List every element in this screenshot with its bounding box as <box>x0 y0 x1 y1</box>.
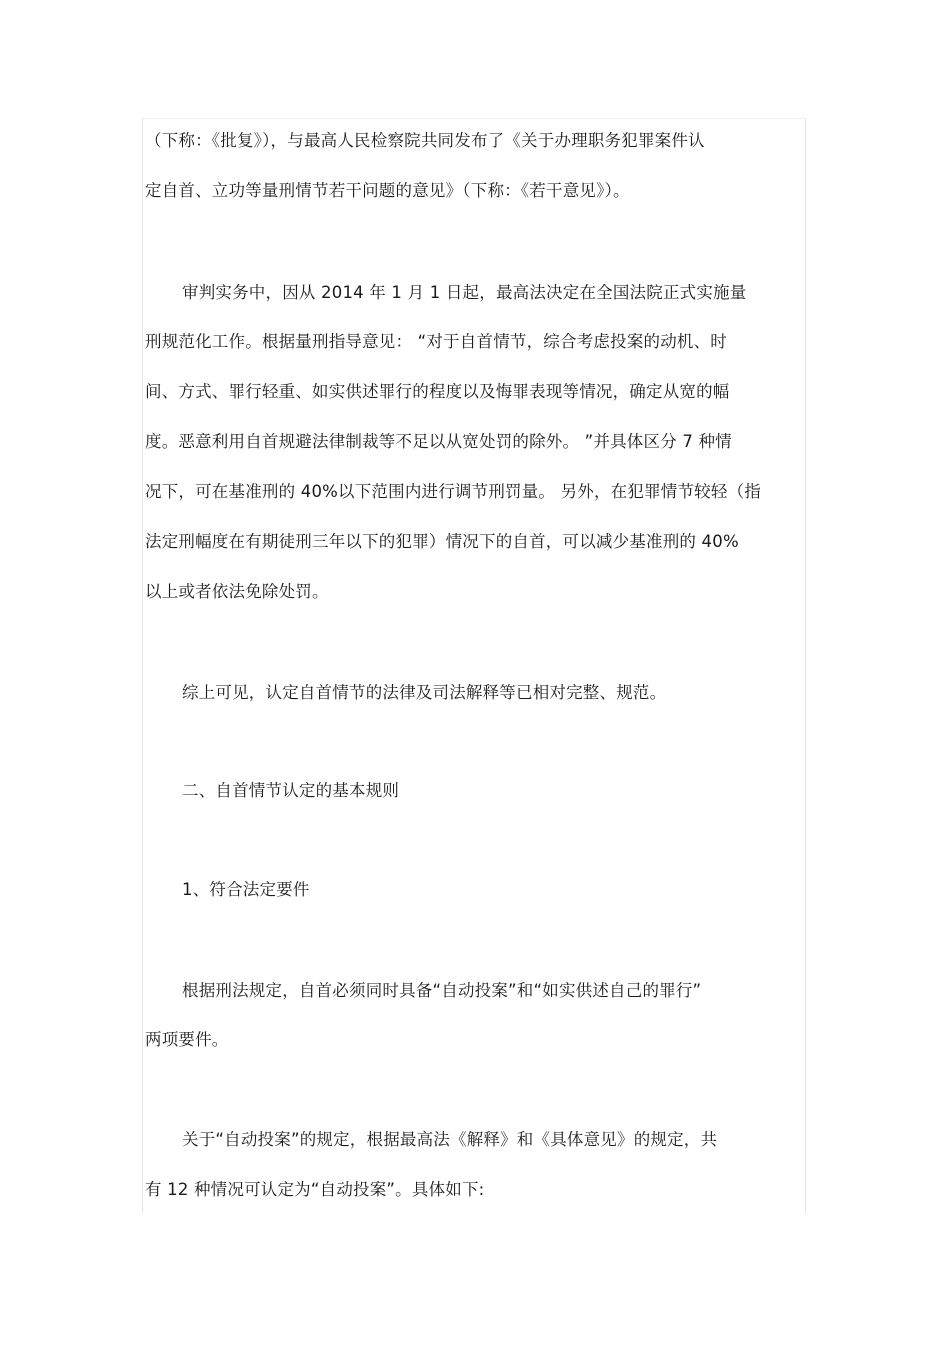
text-line: 两项要件。 <box>145 1030 229 1049</box>
text-line: 定自首、立功等量刑情节若干问题的意见》（下称：《若干意见》）。 <box>145 181 630 200</box>
subsection-heading: 1、符合法定要件 <box>182 880 310 899</box>
text-line: （下称：《批复》），与最高人民检察院共同发布了《关于办理职务犯罪案件认 <box>145 131 705 150</box>
text-line: 刑规范化工作。根据量刑指导意见： “对于自首情节，综合考虑投案的动机、时 <box>145 332 727 351</box>
section-heading: 二、自首情节认定的基本规则 <box>182 781 400 800</box>
paragraph-start: 综上可见，认定自首情节的法律及司法解释等已相对完整、规范。 <box>182 683 667 702</box>
text-line: 法定刑幅度在有期徒刑三年以下的犯罪）情况下的自首，可以减少基准刑的 40% <box>145 532 739 551</box>
text-line: 以上或者依法免除处罚。 <box>145 582 329 601</box>
paragraph-start: 关于“自动投案”的规定，根据最高法《解释》和《具体意见》的规定，共 <box>182 1130 718 1149</box>
text-line: 度。恶意利用自首规避法律制裁等不足以从宽处罚的除外。 ”并具体区分 7 种情 <box>145 432 732 451</box>
paragraph-start: 根据刑法规定，自首必须同时具备“自动投案”和“如实供述自己的罪行” <box>182 981 702 1000</box>
text-line: 有 12 种情况可认定为“自动投案”。具体如下: <box>145 1180 485 1199</box>
paragraph-start: 审判实务中，因从 2014 年 1 月 1 日起，最高法决定在全国法院正式实施量 <box>182 283 747 302</box>
text-line: 间、方式、罪行轻重、如实供述罪行的程度以及悔罪表现等情况，确定从宽的幅 <box>145 382 730 401</box>
text-line: 况下，可在基准刑的 40%以下范围内进行调节刑罚量。 另外，在犯罪情节较轻（指 <box>145 482 761 501</box>
